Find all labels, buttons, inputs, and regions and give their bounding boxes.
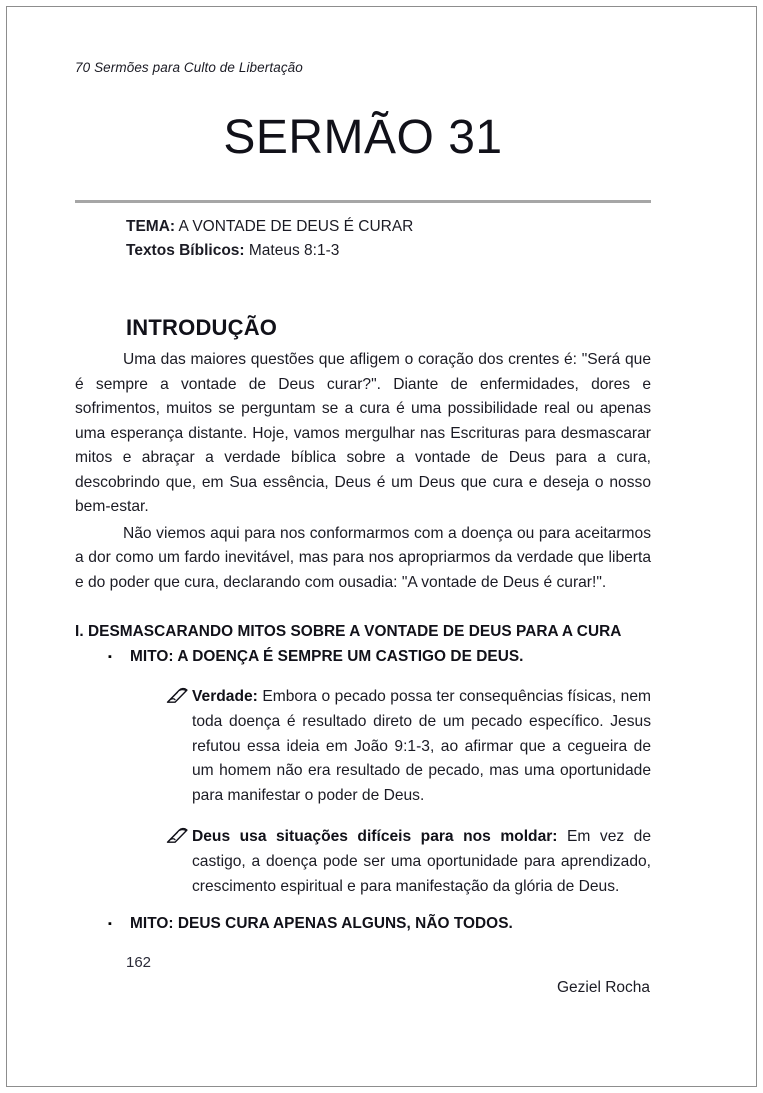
sermon-meta	[75, 215, 651, 262]
list-item	[75, 912, 651, 935]
meta-row-tema	[126, 215, 651, 239]
truth-lead: Verdade:	[192, 688, 258, 706]
running-head: 70 Sermões para Culto de Libertação	[75, 60, 303, 75]
truth-body: Embora o pecado possa ter consequências físicas, nem toda doença é resultado direto de um pecado específico. Jesus refutou essa ideia em João 9:1-3, ao afirmar que a cegueira de um homem não era resultado de pecado, mas uma oportunidade para manifestar o poder de Deus.	[192, 688, 651, 804]
myth-label: MITO: A DOENÇA É SEMPRE UM CASTIGO DE DEUS.	[130, 648, 524, 666]
quill-pen-icon	[166, 825, 192, 844]
tema-label: TEMA:	[126, 218, 176, 236]
truth-text	[192, 685, 651, 808]
page-content	[75, 0, 651, 1093]
truth-text	[192, 825, 651, 899]
myth-label: MITO: DEUS CURA APENAS ALGUNS, NÃO TODOS.	[130, 915, 513, 933]
textos-biblicos-value: Mateus 8:1-3	[244, 241, 340, 259]
footer-author: Geziel Rocha	[556, 979, 650, 997]
list-item	[75, 685, 651, 808]
square-bullet-icon: ▪	[108, 651, 112, 664]
page-number: 162	[126, 954, 152, 972]
square-bullet-icon: ▪	[108, 918, 112, 931]
truth-body: Em vez de castigo, a doença pode ser uma oportunidade para aprendizado, crescimento espiritual e para manifestação da glória de Deus.	[192, 828, 652, 895]
meta-row-textos	[126, 239, 651, 263]
title-divider	[75, 200, 651, 203]
introducao-heading: INTRODUÇÃO	[126, 315, 278, 341]
quill-pen-icon	[166, 685, 192, 704]
section-one-heading: I. DESMASCARANDO MITOS SOBRE A VONTADE DE DEUS PARA A CURA	[75, 623, 622, 641]
intro-paragraph-2: Não viemos aqui para nos conformarmos com a doença ou para aceitarmos a dor como um fardo inevitável, mas para nos apropriarmos da verdade que liberta e do poder que cura, declarando com ousadia: "A vontade de Deus é curar!".	[75, 524, 651, 591]
list-item	[75, 645, 651, 668]
truth-lead: Deus usa situações difíceis para nos moldar:	[192, 828, 558, 846]
tema-value: A VONTADE DE DEUS É CURAR	[175, 218, 414, 236]
textos-biblicos-label: Textos Bíblicos:	[126, 241, 245, 259]
page-title: SERMÃO 31	[223, 111, 503, 164]
list-item	[75, 825, 651, 899]
intro-paragraph-1: Uma das maiores questões que afligem o coração dos crentes é: "Será que é sempre a vontade de Deus curar?". Diante de enfermidades, dores e sofrimentos, muitos se perguntam se a cura é uma possibilidade real ou apenas uma esperança distante. Hoje, vamos mergulhar nas Escrituras para desmascarar mitos e abraçar a verdade bíblica sobre a vontade de Deus para a cura, descobrindo que, em Sua essência, Deus é um Deus que cura e deseja o nosso bem-estar.	[75, 351, 651, 516]
